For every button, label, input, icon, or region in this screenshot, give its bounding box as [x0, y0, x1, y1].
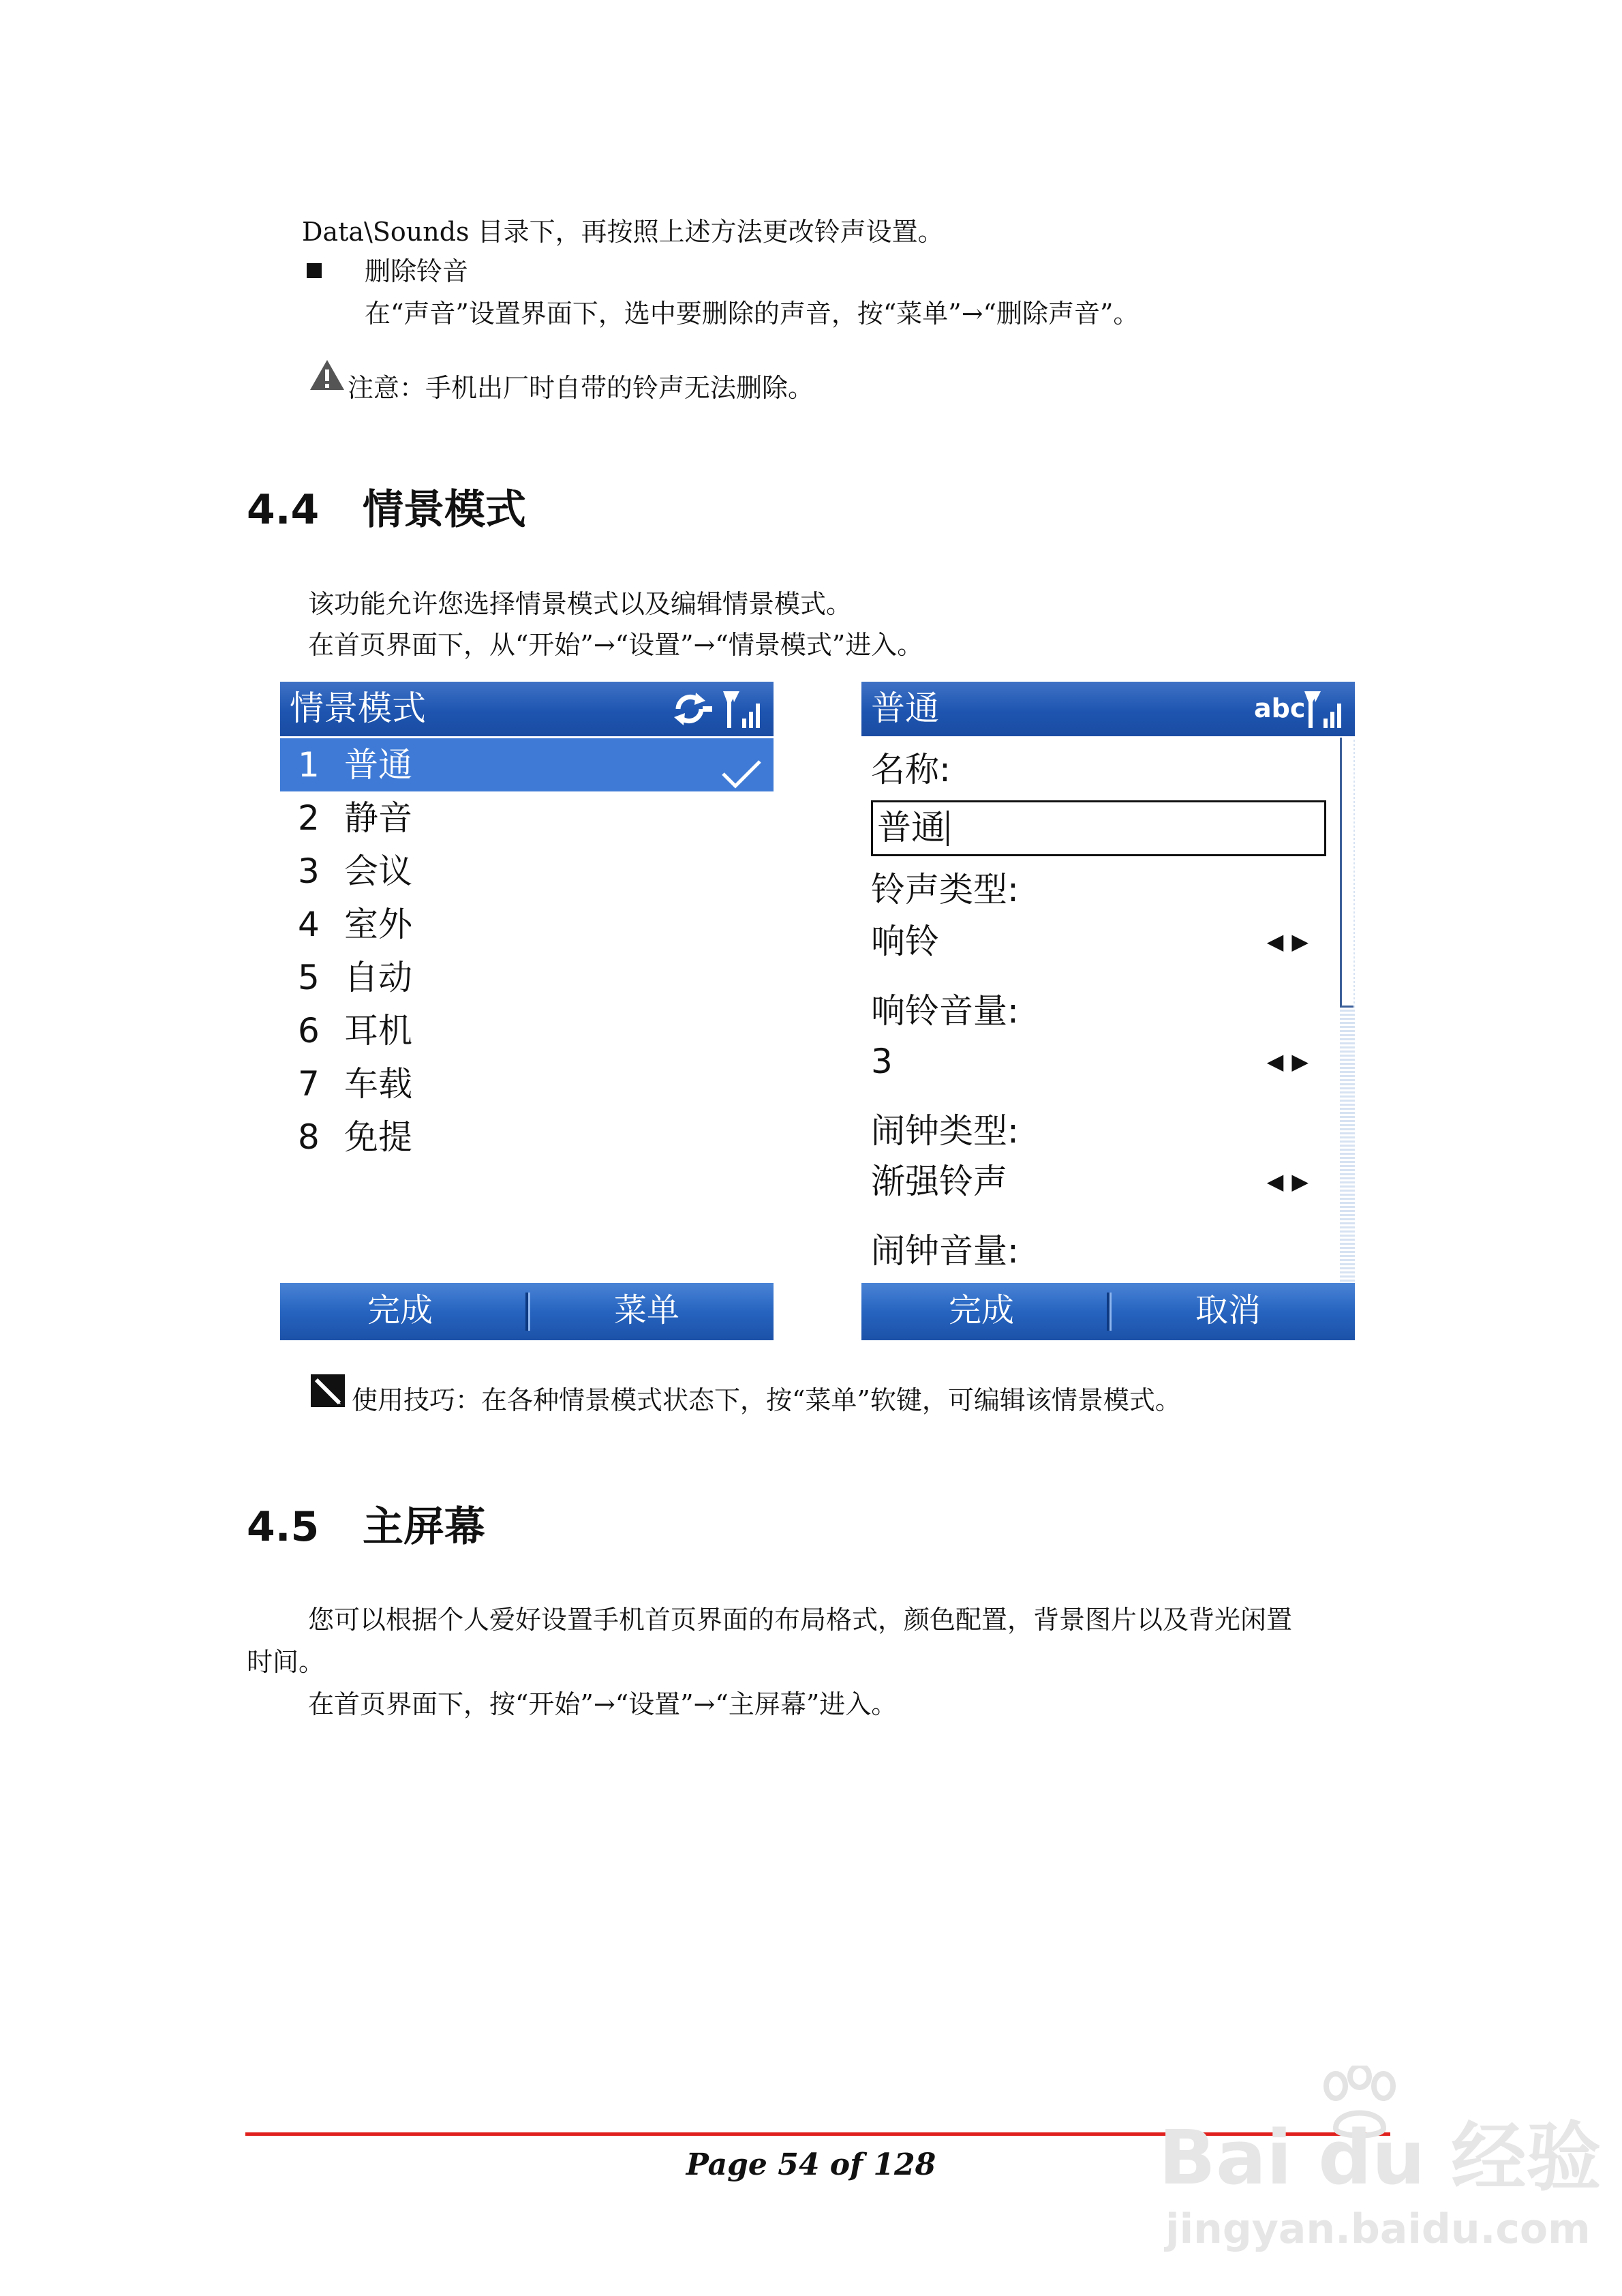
section-number: 4.5 — [247, 1503, 320, 1551]
profile-item[interactable]: 5 自动 — [298, 958, 412, 997]
signal-strength-icon — [722, 689, 767, 734]
warning-icon — [309, 359, 346, 394]
alarm-volume-label: 闹钟音量: — [871, 1231, 1019, 1271]
profile-item[interactable]: 1 普通 — [280, 738, 774, 791]
section-paragraph: 该功能允许您选择情景模式以及编辑情景模式。 — [308, 589, 853, 619]
softkey-bar — [280, 1283, 774, 1340]
title-bar — [280, 682, 774, 736]
softkey-bar — [861, 1283, 1355, 1340]
alarm-type-value[interactable]: 渐强铃声 — [871, 1162, 1007, 1201]
ring-type-value[interactable]: 响铃 — [871, 922, 939, 961]
text-cursor — [947, 811, 949, 846]
profile-item[interactable]: 2 静音 — [298, 798, 412, 838]
section-heading-4-5 — [247, 1494, 485, 1553]
name-value: 普通 — [877, 808, 945, 847]
section-number: 4.4 — [247, 486, 320, 534]
signal-strength-icon — [1303, 689, 1348, 734]
done-softkey[interactable]: 完成 — [949, 1291, 1015, 1329]
profile-item[interactable]: 7 车载 — [298, 1064, 412, 1104]
softkey-divider — [525, 1293, 530, 1331]
section-paragraph: 时间。 — [247, 1647, 325, 1677]
screen-title: 情景模式 — [290, 689, 426, 728]
name-label: 名称: — [871, 750, 951, 789]
left-right-arrows-icon[interactable]: ◀▶ — [1266, 1048, 1317, 1074]
input-mode-indicator: abc — [1254, 693, 1306, 723]
title-bar — [861, 682, 1355, 736]
section-title: 情景模式 — [363, 486, 526, 534]
pencil-tip-icon — [311, 1374, 345, 1410]
softkey-divider — [1107, 1293, 1112, 1331]
screen-title: 普通 — [871, 689, 939, 728]
profile-item[interactable]: 6 耳机 — [298, 1011, 412, 1051]
menu-softkey[interactable]: 菜单 — [614, 1291, 680, 1329]
done-softkey[interactable]: 完成 — [367, 1291, 433, 1329]
profile-item[interactable]: 3 会议 — [298, 851, 412, 891]
left-right-arrows-icon[interactable]: ◀▶ — [1266, 1168, 1317, 1194]
ring-volume-label: 响铃音量: — [871, 991, 1019, 1031]
ring-volume-value[interactable]: 3 — [871, 1042, 893, 1081]
section-heading-4-4 — [247, 477, 526, 536]
left-right-arrows-icon[interactable]: ◀▶ — [1266, 928, 1317, 954]
cancel-softkey[interactable]: 取消 — [1195, 1291, 1261, 1329]
bullet-text: 在“声音”设置界面下，选中要删除的声音，按“菜单”→“删除声音”。 — [365, 299, 1139, 329]
ring-type-label: 铃声类型: — [871, 870, 1019, 909]
section-paragraph: 在首页界面下，从“开始”→“设置”→“情景模式”进入。 — [308, 630, 923, 660]
alarm-type-label: 闹钟类型: — [871, 1111, 1019, 1151]
note-text: 注意：手机出厂时自带的铃声无法删除。 — [348, 373, 814, 403]
section-paragraph: 您可以根据个人爱好设置手机首页界面的布局格式，颜色配置，背景图片以及背光闲置 — [308, 1605, 1293, 1635]
section-title: 主屏幕 — [363, 1503, 485, 1551]
watermark-url: jingyan.baidu.com — [1165, 2205, 1591, 2253]
profile-edit-screen — [861, 682, 1355, 1340]
profile-item[interactable]: 4 室外 — [298, 905, 412, 944]
profile-item[interactable]: 8 免提 — [298, 1117, 412, 1157]
section-paragraph: 在首页界面下，按“开始”→“设置”→“主屏幕”进入。 — [308, 1689, 898, 1719]
page-number: Page 54 of 128 — [686, 2147, 936, 2182]
profiles-screen — [280, 682, 774, 1340]
sync-icon — [671, 689, 719, 732]
scrollbar-thumb[interactable] — [1340, 738, 1353, 1008]
watermark-brand: Bai du 经验 — [1159, 2114, 1602, 2201]
intro-line: Data\Sounds 目录下，再按照上述方法更改铃声设置。 — [302, 217, 944, 247]
bullet-square-icon — [307, 263, 322, 278]
bullet-title: 删除铃音 — [365, 256, 469, 286]
name-input[interactable] — [871, 800, 1326, 856]
tip-text: 使用技巧：在各种情景模式状态下，按“菜单”软键，可编辑该情景模式。 — [352, 1385, 1181, 1415]
